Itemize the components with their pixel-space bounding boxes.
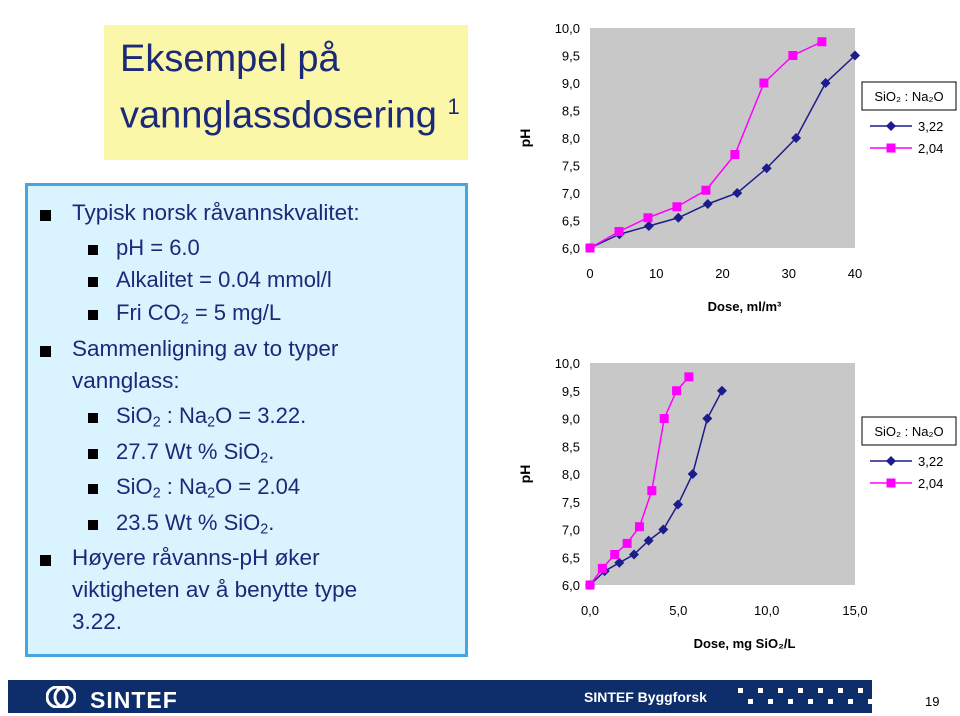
co2-text-a: Fri CO xyxy=(116,300,181,325)
legend-title: SiO₂ : Na₂O xyxy=(874,89,944,104)
data-point xyxy=(635,522,644,531)
y-tick-label: 6,0 xyxy=(561,578,580,593)
data-point xyxy=(586,244,595,253)
r2-s1: 2 xyxy=(152,485,161,502)
r2-c: O = 2.04 xyxy=(215,474,301,499)
x-tick-label: 15,0 xyxy=(842,603,868,618)
y-tick-label: 8,5 xyxy=(561,103,580,119)
bullet-conclusion-3: 3.22. xyxy=(72,609,123,634)
bullet-alkalinity: Alkalitet = 0.04 mmol/l xyxy=(116,267,332,292)
y-tick-label: 7,5 xyxy=(561,494,580,510)
bullet-raw-water: Typisk norsk råvannskvalitet: xyxy=(72,200,360,225)
y-tick-label: 8,0 xyxy=(561,131,580,146)
legend-title: SiO₂ : Na₂O xyxy=(874,424,944,439)
x-tick-label: 0,0 xyxy=(580,603,600,618)
y-tick-label: 8,0 xyxy=(561,467,580,482)
chart-dose-ml xyxy=(500,10,960,330)
r1-s2: 2 xyxy=(207,414,216,431)
plot-area xyxy=(590,363,855,585)
r2-b: : Na xyxy=(160,474,208,499)
y-axis-label: pH xyxy=(517,128,533,148)
bullet-square-icon xyxy=(88,413,98,423)
data-point xyxy=(817,37,826,46)
data-point xyxy=(684,372,693,381)
y-tick-label: 9,5 xyxy=(561,383,580,399)
bullet-square-icon xyxy=(40,555,51,566)
y-tick-label: 10,0 xyxy=(554,21,580,36)
legend-marker xyxy=(886,121,896,131)
bullet-square-icon xyxy=(40,210,51,221)
bullet-square-icon xyxy=(88,310,98,320)
r1-a: SiO xyxy=(116,403,153,428)
x-tick-label: 30 xyxy=(781,266,796,281)
data-point xyxy=(701,186,710,195)
w1-a: 27.7 Wt % SiO xyxy=(116,439,261,464)
content-box xyxy=(25,183,468,657)
co2-sub: 2 xyxy=(180,311,189,328)
bullet-square-icon xyxy=(40,346,51,357)
legend-marker xyxy=(887,479,896,488)
co2-text-b: = 5 mg/L xyxy=(188,300,282,325)
bullet-wt-235 xyxy=(116,509,274,544)
y-tick-label: 6,0 xyxy=(561,241,580,256)
data-point xyxy=(788,51,797,60)
x-axis-label: Dose, ml/m³ xyxy=(707,299,782,314)
page-number: 19 xyxy=(925,694,940,709)
y-tick-label: 7,0 xyxy=(561,186,580,201)
bullet-square-icon xyxy=(88,520,98,530)
x-tick-label: 10,0 xyxy=(754,603,780,618)
w2-a: 23.5 Wt % SiO xyxy=(116,510,261,535)
x-tick-label: 20 xyxy=(715,266,730,281)
sintef-logo-icon xyxy=(46,686,76,708)
footer xyxy=(0,676,960,716)
y-tick-label: 8,5 xyxy=(561,439,580,455)
bullet-co2 xyxy=(116,299,281,334)
plot-area xyxy=(590,28,855,248)
bullet-wt-277 xyxy=(116,438,274,473)
title-line-2 xyxy=(120,83,460,140)
bullet-square-icon xyxy=(88,245,98,255)
bullet-conclusion-2: viktigheten av å benytte type xyxy=(72,577,358,602)
data-point xyxy=(610,550,619,559)
bullet-ratio-204 xyxy=(116,473,300,508)
legend-label: 3,22 xyxy=(918,454,944,469)
data-point xyxy=(623,539,632,548)
footer-bar xyxy=(8,680,872,713)
data-point xyxy=(614,227,623,236)
data-point xyxy=(672,202,681,211)
r1-c: O = 3.22. xyxy=(215,403,307,428)
r1-s1: 2 xyxy=(152,414,161,431)
bullet-comparison-1: Sammenligning av to typer xyxy=(72,336,339,361)
y-axis-label: pH xyxy=(517,464,533,484)
y-tick-label: 9,5 xyxy=(561,48,580,64)
title-box xyxy=(104,25,468,160)
x-tick-label: 10 xyxy=(649,266,664,281)
dot-pattern-icon xyxy=(728,686,878,708)
bullet-conclusion-1: Høyere råvanns-pH øker xyxy=(72,545,320,570)
y-tick-label: 6,5 xyxy=(561,213,580,229)
title-line-2-text: vannglassdosering xyxy=(120,94,437,137)
data-point xyxy=(586,581,595,590)
legend-label: 3,22 xyxy=(918,119,944,134)
bullet-square-icon xyxy=(88,484,98,494)
r2-a: SiO xyxy=(116,474,153,499)
r1-b: : Na xyxy=(160,403,208,428)
y-tick-label: 10,0 xyxy=(554,356,580,371)
y-tick-label: 7,0 xyxy=(561,522,580,538)
x-tick-label: 0 xyxy=(586,266,594,281)
data-point xyxy=(660,414,669,423)
title-number: 1 xyxy=(447,94,460,119)
bullet-ratio-322 xyxy=(116,402,306,437)
data-point xyxy=(647,486,656,495)
y-tick-label: 7,5 xyxy=(561,158,580,174)
r2-s2: 2 xyxy=(207,485,216,502)
footer-logo: SINTEF xyxy=(90,687,178,713)
page-title xyxy=(120,35,460,140)
w1-s: 2 xyxy=(260,450,269,467)
y-tick-label: 9,0 xyxy=(561,411,580,427)
y-tick-label: 9,0 xyxy=(561,76,580,91)
w2-s: 2 xyxy=(260,521,269,538)
w2-b: . xyxy=(268,510,275,535)
chart-dose-mg xyxy=(500,345,960,655)
legend-marker xyxy=(887,144,896,153)
title-line-1: Eksempel på xyxy=(120,38,340,80)
x-tick-label: 40 xyxy=(847,266,863,281)
y-tick-label: 6,5 xyxy=(561,550,580,566)
data-point xyxy=(759,79,768,88)
w1-b: . xyxy=(268,439,275,464)
data-point xyxy=(643,213,652,222)
bullet-square-icon xyxy=(88,449,98,459)
legend-label: 2,04 xyxy=(918,141,944,156)
data-point xyxy=(598,564,607,573)
data-point xyxy=(730,150,739,159)
legend-marker xyxy=(886,456,896,466)
data-point xyxy=(672,386,681,395)
x-tick-label: 5,0 xyxy=(669,603,688,618)
bullet-comparison-2: vannglass: xyxy=(72,368,180,393)
bullet-square-icon xyxy=(88,277,98,287)
footer-label: SINTEF Byggforsk xyxy=(584,689,707,705)
legend-label: 2,04 xyxy=(918,476,944,491)
bullet-ph: pH = 6.0 xyxy=(116,235,200,260)
x-axis-label: Dose, mg SiO₂/L xyxy=(693,636,796,651)
